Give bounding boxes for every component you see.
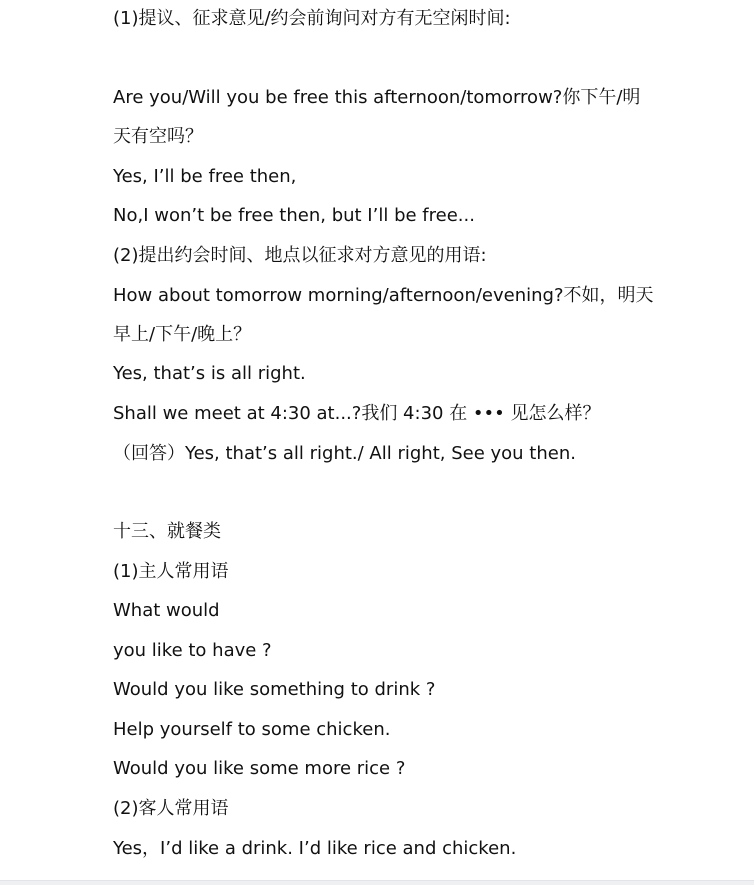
text-line-7: How about tomorrow morning/afternoon/evening?不如，明天 — [113, 285, 654, 306]
text-line-2: Are you/Will you be free this afternoon/tomorrow?你下午/明 — [113, 87, 641, 108]
text-line-15: you like to have ? — [113, 640, 272, 661]
text-line-6: (2)提出约会时间、地点以征求对方意见的用语: — [113, 245, 487, 266]
text-line-4: Yes, I’ll be free then, — [113, 166, 297, 187]
text-line-19: (2)客人常用语 — [113, 798, 229, 819]
text-line-20: Yes，I’d like a drink. I’d like rice and chicken. — [113, 838, 517, 859]
text-line-10: Shall we meet at 4:30 at...?我们 4:30 在 ••• 见怎么样？ — [113, 403, 601, 424]
page-bottom-edge — [0, 880, 754, 885]
text-line-18: Would you like some more rice ? — [113, 758, 406, 779]
text-line-14: What would — [113, 600, 220, 621]
text-line-17: Help yourself to some chicken. — [113, 719, 391, 740]
text-line-16: Would you like something to drink ? — [113, 679, 436, 700]
text-line-3: 天有空吗？ — [113, 126, 203, 147]
section-heading: 十三、就餐类 — [113, 521, 221, 542]
text-line-13: (1)主人常用语 — [113, 561, 229, 582]
text-line-11: （回答）Yes, that’s all right./ All right, See you then. — [113, 443, 576, 464]
text-line-5: No,I won’t be free then, but I’ll be free... — [113, 205, 475, 226]
text-line-1: (1)提议、征求意见/约会前询问对方有无空闲时间: — [113, 8, 511, 29]
text-line-8: 早上/下午/晚上？ — [113, 324, 252, 345]
text-line-9: Yes, that’s is all right. — [113, 363, 306, 384]
